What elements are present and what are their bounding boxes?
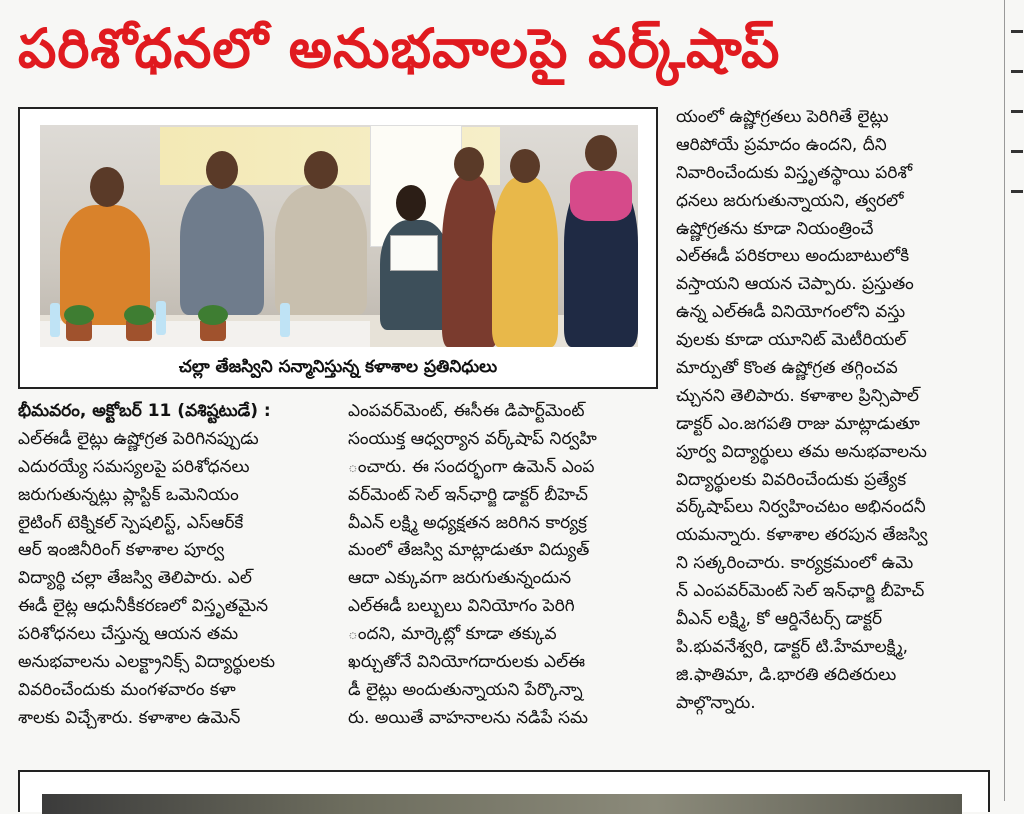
text-line: జరుగుతున్నట్లు ప్లాస్టిక్ ఒమెనియం (18, 484, 239, 505)
text-line: వీఎన్ లక్ష్మి అధ్యక్షతన జరిగిన కార్యక్ర (348, 512, 587, 533)
certificate (390, 235, 438, 271)
text-line: ధనలు జరుగుతున్నాయని, త్వరలో (676, 190, 904, 211)
text-line: యంలో ఉష్ణోగ్రతలు పెరిగితే లైట్లు (676, 107, 889, 127)
adjacent-column-edge (1004, 0, 1024, 801)
text-line: జి.ఫాతిమా, డి.భారతి తదితరులు (676, 664, 897, 685)
text-line: వర్క్‌షాప్‌లు నిర్వహించటం అభినందనీ (676, 497, 926, 518)
text-line: ఈడీ లైట్ల ఆధునీకీకరణలో విస్తృతమైన (18, 596, 269, 617)
text-line: వివరించేందుకు మంగళవారం కళా (18, 679, 236, 700)
text-line: అనుభవాలను ఎలక్ట్రానిక్స్ విద్యార్థులకు (18, 652, 276, 673)
text-line: ంచారు. ఈ సందర్భంగా ఉమెన్ ఎంప (348, 456, 595, 477)
text-line: ఉష్ణోగ్రతను కూడా నియంత్రించే (676, 218, 874, 239)
text-line: ఎంపవర్‌మెంట్, ఈసీఈ డిపార్ట్‌మెంట్ (348, 401, 585, 421)
headline: పరిశోధనలో అనుభవాలపై వర్క్‌షాప్ (18, 17, 781, 80)
event-photo (40, 125, 638, 347)
text-line: నివారించేందుకు విస్తృతస్థాయి పరిశో (676, 162, 913, 183)
text-line: వులకు కూడా యూనిట్ మెటీరియల్ (676, 330, 907, 351)
text-line: పూర్వ విద్యార్థులు తమ అనుభవాలను (676, 441, 927, 462)
article-column-1 (18, 398, 334, 733)
text-line: విద్యార్థులకు వివరించేందుకు ప్రత్యేక (676, 469, 907, 490)
person (442, 175, 498, 347)
text-line: ఎల్‌ఈడీ బల్బులు వినియోగం పెరిగి (348, 596, 575, 617)
text-line: ఖర్చుతోనే వినియోగదారులకు ఎల్‌ఈ (348, 652, 586, 673)
text-line: ఎల్‌ఈడీ లైట్లు ఉష్ణోగ్రత పెరిగినప్పుడు (18, 428, 259, 449)
text-line: మంలో తేజస్వి మాట్లాడుతూ విద్యుత్ (348, 540, 590, 561)
text-line: విద్యార్థి చల్లా తేజస్వి తెలిపారు. ఎల్ (18, 568, 252, 589)
article-column-2 (348, 398, 654, 733)
text-line: వీఎన్ లక్ష్మి, కో ఆర్డినేటర్స్ డాక్టర్ (676, 609, 883, 630)
article-column-3 (676, 104, 992, 718)
text-line: ఎదురయ్యే సమస్యలపై పరిశోధనలు (18, 456, 250, 477)
text-line: వర్‌మెంట్ సెల్ ఇన్‌ఛార్జి డాక్టర్ బీహెచ్ (348, 484, 588, 505)
person (492, 177, 558, 347)
text-line: పరిశోధనలు చేస్తున్న ఆయన తమ (18, 624, 239, 645)
text-line: శాలకు విచ్చేశారు. కళాశాల ఉమెన్ (18, 707, 241, 728)
text-line: చ్చునని తెలిపారు. కళాశాల ప్రిన్సిపాల్ (676, 385, 919, 406)
text-line: ని సత్కరించారు. కార్యక్రమంలో ఉమె (676, 553, 914, 574)
person (275, 185, 367, 315)
text-line: ఎల్‌ఈడీ పరికరాలు అందుబాటులోకి (676, 246, 910, 267)
text-line: పి.భువనేశ్వరి, డాక్టర్ టి.హేమాలక్ష్మి, (676, 636, 909, 657)
text-line: రు. అయితే వాహనాలను నడిపే సమ (348, 707, 589, 728)
dateline: భీమవరం, అక్టోబర్ 11 (వశిష్టటుడే) : (18, 401, 271, 421)
text-line: ఆదా ఎక్కువగా జరుగుతున్నందున (348, 568, 572, 589)
text-line: న్ ఎంపవర్‌మెంట్ సెల్ ఇన్‌ఛార్జి బీహెచ్ (676, 581, 925, 602)
text-line: డాక్టర్ ఎం.జగపతి రాజు మాట్లాడుతూ (676, 413, 920, 434)
next-article-photo (42, 794, 962, 814)
next-article-photo-frame (18, 770, 990, 812)
photo-caption: చల్లా తేజస్విని సన్మానిస్తున్న కళాశాల ప్రతినిధులు (178, 357, 498, 377)
text-line: వస్తాయని ఆయన చెప్పారు. ప్రస్తుతం (676, 274, 914, 295)
text-line: ఉన్న ఎల్‌ఈడీ వినియోగంలోని వస్తు (676, 302, 906, 323)
person (180, 185, 264, 315)
text-line: సంయుక్త ఆధ్వర్యాన వర్క్‌షాప్ నిర్వహి (348, 428, 597, 449)
text-line: యమన్నారు. కళాశాల తరపున తేజస్వి (676, 525, 928, 546)
text-line: డీ లైట్లు అందుతున్నాయని పేర్కొన్నా (348, 679, 583, 700)
text-line: మార్పుతో కొంత ఉష్ణోగ్రత తగ్గించవ (676, 358, 898, 379)
text-line: పాల్గొన్నారు. (676, 692, 756, 713)
text-line: ఆర్ ఇంజినీరింగ్ కళాశాల పూర్వ (18, 540, 225, 561)
text-line: ఆరిపోయే ప్రమాదం ఉందని, దీని (676, 134, 887, 155)
text-line: ందని, మార్కెట్లో కూడా తక్కువ (348, 624, 557, 645)
text-line: లైటింగ్ టెక్నికల్ స్పెషలిస్ట్, ఎస్ఆర్‌కే (18, 512, 244, 533)
photo-frame (18, 107, 658, 389)
